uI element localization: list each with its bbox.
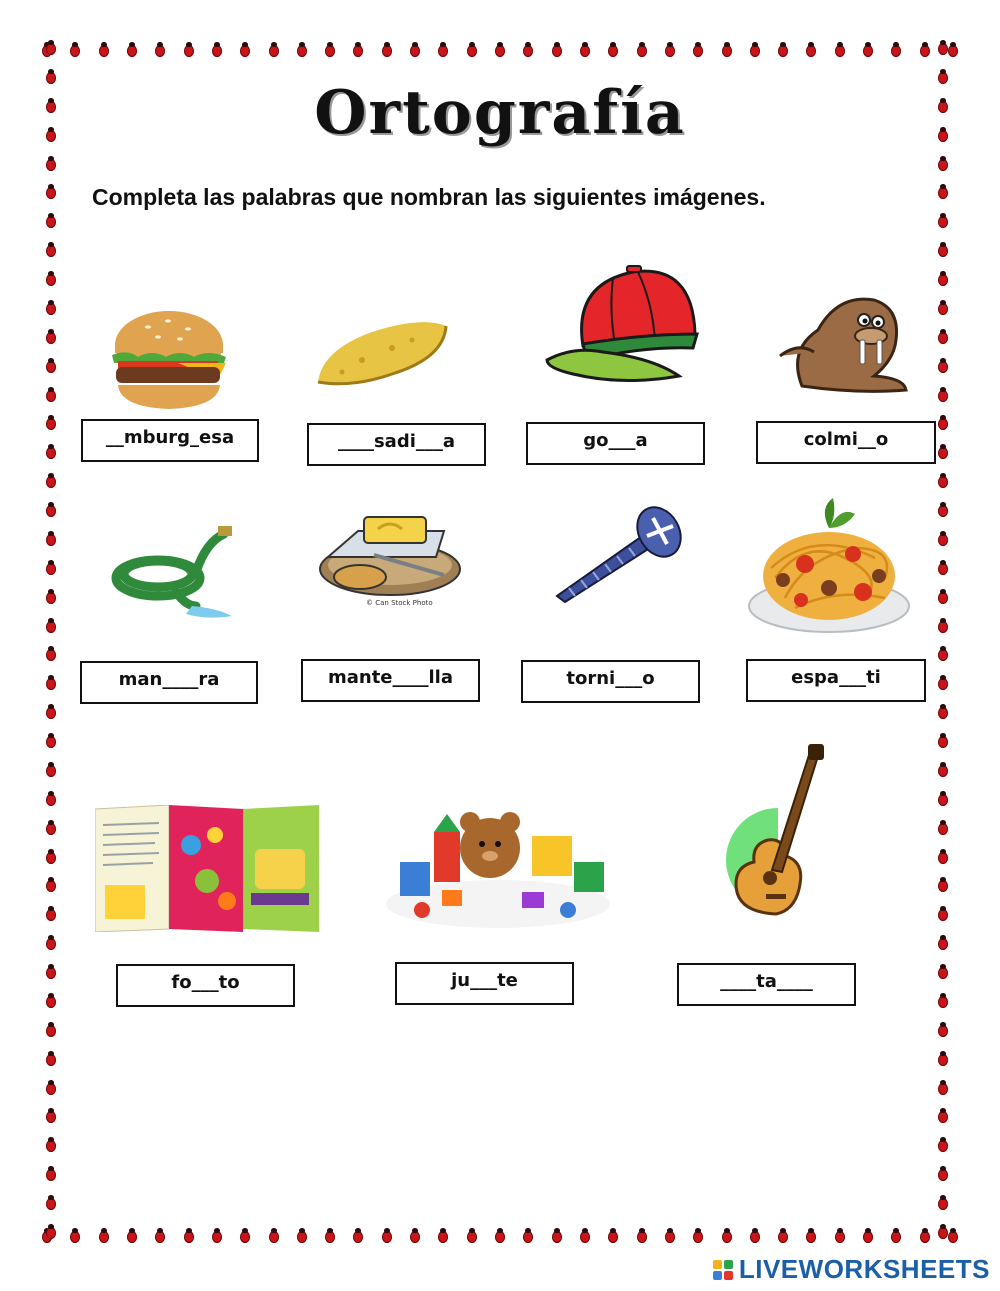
ladybug-icon — [44, 213, 58, 229]
ladybug-icon — [861, 42, 875, 58]
liveworksheets-brand[interactable] — [713, 1254, 990, 1285]
ladybug-icon — [44, 1080, 58, 1096]
ladybug-icon — [936, 1166, 950, 1182]
page-title: Ortografía — [314, 78, 686, 148]
ladybug-icon — [521, 1228, 535, 1244]
ladybug-icon — [918, 42, 932, 58]
ladybug-icon — [44, 387, 58, 403]
liveworksheets-logo-icon — [713, 1260, 733, 1280]
ladybug-icon — [663, 42, 677, 58]
ladybug-icon — [936, 935, 950, 951]
answer-box-6[interactable] — [301, 659, 480, 702]
ladybug-icon — [44, 1022, 58, 1038]
ladybug-icon — [44, 877, 58, 893]
ladybug-icon — [833, 42, 847, 58]
screw-icon — [549, 504, 687, 604]
word-4: colmi__o — [803, 429, 889, 450]
ladybug-icon — [153, 1228, 167, 1244]
ladybug-icon — [436, 1228, 450, 1244]
ladybug-icon — [44, 473, 58, 489]
answer-box-10[interactable] — [395, 962, 574, 1005]
answer-box-2[interactable] — [307, 423, 486, 466]
word-10: ju___te — [451, 970, 518, 991]
ladybug-icon — [44, 820, 58, 836]
ladybug-icon — [691, 1228, 705, 1244]
hamburger-icon — [108, 305, 230, 413]
ladybug-icon — [44, 358, 58, 374]
stock-credit: © Can Stock Photo — [366, 599, 433, 607]
ladybug-icon — [606, 42, 620, 58]
ladybug-icon — [936, 502, 950, 518]
brand-text: LIVEWORKSHEETS — [738, 1254, 990, 1284]
ladybug-icon — [44, 964, 58, 980]
ladybug-icon — [936, 1022, 950, 1038]
ladybug-icon — [44, 329, 58, 345]
ladybug-icon — [44, 415, 58, 431]
ladybug-icon — [44, 300, 58, 316]
ladybug-icon — [182, 42, 196, 58]
ladybug-icon — [182, 1228, 196, 1244]
ladybug-icon — [125, 1228, 139, 1244]
ladybug-icon — [97, 42, 111, 58]
ladybug-icon — [351, 42, 365, 58]
ladybug-icon — [691, 42, 705, 58]
ladybug-icon — [44, 646, 58, 662]
word-6: mante____lla — [327, 667, 453, 688]
ladybug-border-top — [40, 42, 960, 64]
answer-box-3[interactable] — [526, 422, 705, 465]
ladybug-icon — [44, 1166, 58, 1182]
ladybug-icon — [833, 1228, 847, 1244]
ladybug-icon — [44, 1195, 58, 1211]
ladybug-icon — [936, 531, 950, 547]
ladybug-icon — [44, 1137, 58, 1153]
ladybug-icon — [97, 1228, 111, 1244]
ladybug-icon — [68, 1228, 82, 1244]
ladybug-icon — [267, 1228, 281, 1244]
ladybug-icon — [578, 1228, 592, 1244]
ladybug-icon — [663, 1228, 677, 1244]
ladybug-icon — [936, 415, 950, 431]
ladybug-icon — [936, 560, 950, 576]
ladybug-icon — [323, 1228, 337, 1244]
word-2: ____sadi___a — [337, 431, 456, 452]
ladybug-icon — [521, 42, 535, 58]
ladybug-icon — [44, 271, 58, 287]
ladybug-border-bottom — [40, 1228, 960, 1250]
ladybug-icon — [493, 42, 507, 58]
ladybug-icon — [936, 675, 950, 691]
ladybug-icon — [351, 1228, 365, 1244]
guitar-icon — [726, 744, 830, 922]
ladybug-icon — [936, 704, 950, 720]
ladybug-icon — [44, 531, 58, 547]
ladybug-icon — [936, 906, 950, 922]
ladybug-icon — [936, 993, 950, 1009]
ladybug-icon — [44, 444, 58, 460]
ladybug-icon — [720, 1228, 734, 1244]
ladybug-icon — [44, 762, 58, 778]
answer-box-7[interactable] — [521, 660, 700, 703]
ladybug-icon — [936, 589, 950, 605]
ladybug-icon — [936, 618, 950, 634]
ladybug-icon — [936, 1137, 950, 1153]
ladybug-icon — [936, 1051, 950, 1067]
word-5: man____ra — [118, 669, 220, 690]
ladybug-icon — [44, 242, 58, 258]
ladybug-icon — [861, 1228, 875, 1244]
ladybug-icon — [936, 444, 950, 460]
brochure-icon — [95, 805, 319, 932]
ladybug-icon — [936, 1195, 950, 1211]
ladybug-icon — [804, 1228, 818, 1244]
ladybug-icon — [936, 300, 950, 316]
ladybug-border-right — [936, 40, 958, 1240]
answer-box-4[interactable] — [756, 421, 936, 464]
ladybug-icon — [776, 42, 790, 58]
ladybug-icon — [323, 42, 337, 58]
ladybug-icon — [748, 1228, 762, 1244]
ladybug-icon — [44, 502, 58, 518]
answer-box-5[interactable] — [80, 661, 258, 704]
ladybug-icon — [748, 42, 762, 58]
ladybug-icon — [936, 40, 950, 56]
ladybug-icon — [720, 42, 734, 58]
ladybug-icon — [44, 1051, 58, 1067]
ladybug-icon — [550, 42, 564, 58]
ladybug-icon — [918, 1228, 932, 1244]
answer-box-1[interactable] — [81, 419, 259, 462]
cap-icon — [543, 264, 701, 386]
ladybug-icon — [936, 156, 950, 172]
ladybug-icon — [210, 1228, 224, 1244]
spaghetti-icon — [745, 488, 913, 638]
ladybug-icon — [408, 1228, 422, 1244]
ladybug-icon — [436, 42, 450, 58]
word-3: go___a — [583, 430, 648, 451]
ladybug-icon — [804, 42, 818, 58]
ladybug-icon — [550, 1228, 564, 1244]
ladybug-icon — [44, 906, 58, 922]
ladybug-icon — [936, 849, 950, 865]
ladybug-icon — [44, 156, 58, 172]
ladybug-icon — [465, 42, 479, 58]
answer-box-9[interactable] — [116, 964, 295, 1007]
ladybug-icon — [125, 42, 139, 58]
word-9: fo___to — [171, 972, 240, 993]
word-11: ____ta____ — [720, 971, 813, 992]
ladybug-icon — [44, 560, 58, 576]
ladybug-icon — [936, 184, 950, 200]
ladybug-icon — [936, 1108, 950, 1124]
ladybug-icon — [936, 473, 950, 489]
quesadilla-icon — [312, 310, 452, 392]
hose-icon — [106, 522, 238, 620]
ladybug-icon — [44, 935, 58, 951]
ladybug-icon — [44, 40, 58, 56]
answer-box-8[interactable] — [746, 659, 926, 702]
ladybug-icon — [465, 1228, 479, 1244]
ladybug-icon — [936, 271, 950, 287]
ladybug-icon — [936, 387, 950, 403]
ladybug-icon — [238, 42, 252, 58]
ladybug-icon — [936, 964, 950, 980]
ladybug-icon — [44, 675, 58, 691]
ladybug-icon — [635, 1228, 649, 1244]
ladybug-icon — [44, 704, 58, 720]
ladybug-icon — [44, 791, 58, 807]
ladybug-icon — [380, 1228, 394, 1244]
toys-icon — [382, 792, 614, 932]
ladybug-icon — [44, 589, 58, 605]
ladybug-icon — [936, 242, 950, 258]
ladybug-icon — [889, 42, 903, 58]
ladybug-icon — [578, 42, 592, 58]
ladybug-border-left — [44, 40, 66, 1240]
ladybug-icon — [267, 42, 281, 58]
ladybug-icon — [936, 329, 950, 345]
ladybug-icon — [408, 42, 422, 58]
ladybug-icon — [936, 820, 950, 836]
ladybug-icon — [44, 618, 58, 634]
ladybug-icon — [44, 1108, 58, 1124]
ladybug-icon — [936, 791, 950, 807]
ladybug-icon — [606, 1228, 620, 1244]
ladybug-icon — [936, 877, 950, 893]
ladybug-icon — [889, 1228, 903, 1244]
word-8: espa___ti — [791, 667, 881, 688]
ladybug-icon — [936, 762, 950, 778]
ladybug-icon — [238, 1228, 252, 1244]
ladybug-icon — [380, 42, 394, 58]
word-1: __mburg_esa — [105, 427, 235, 448]
ladybug-icon — [44, 733, 58, 749]
word-7: torni___o — [566, 668, 655, 689]
ladybug-icon — [936, 646, 950, 662]
ladybug-icon — [936, 1224, 950, 1240]
ladybug-icon — [44, 184, 58, 200]
ladybug-icon — [936, 1080, 950, 1096]
walrus-icon — [778, 290, 910, 394]
ladybug-icon — [44, 849, 58, 865]
ladybug-icon — [44, 1224, 58, 1240]
ladybug-icon — [153, 42, 167, 58]
ladybug-icon — [295, 42, 309, 58]
ladybug-icon — [210, 42, 224, 58]
butter-icon — [318, 513, 464, 608]
ladybug-icon — [68, 42, 82, 58]
ladybug-icon — [936, 733, 950, 749]
ladybug-icon — [493, 1228, 507, 1244]
ladybug-icon — [936, 358, 950, 374]
answer-box-11[interactable] — [677, 963, 856, 1006]
ladybug-icon — [635, 42, 649, 58]
ladybug-icon — [936, 213, 950, 229]
instructions: Completa las palabras que nombran las siguientes imágenes. — [92, 184, 766, 210]
ladybug-icon — [295, 1228, 309, 1244]
ladybug-icon — [44, 993, 58, 1009]
ladybug-icon — [776, 1228, 790, 1244]
